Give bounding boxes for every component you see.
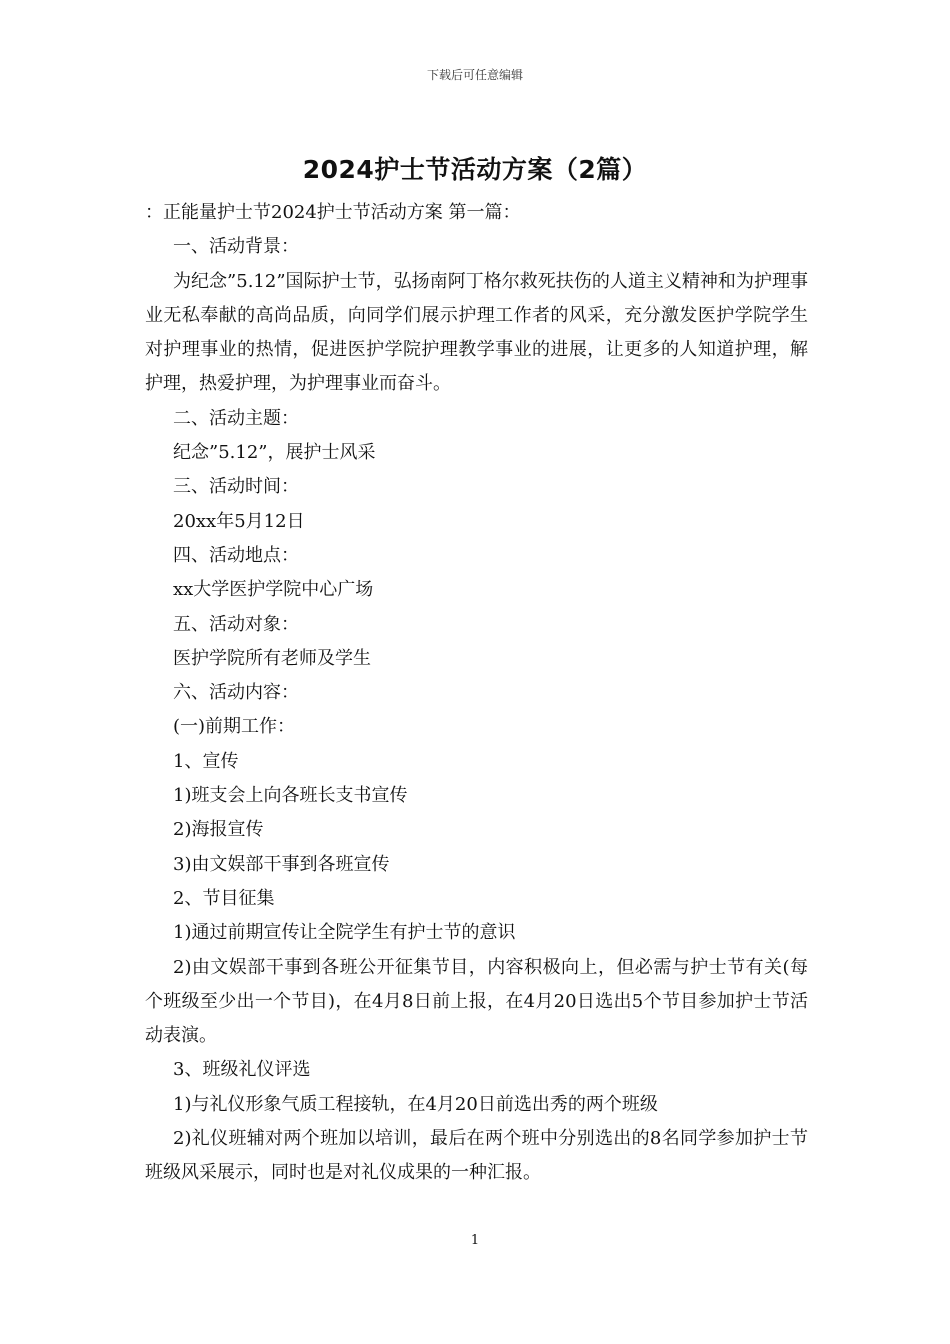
- list-item-publicity: 1、宣传: [173, 750, 239, 772]
- heading-audience: 五、活动对象：: [173, 613, 299, 635]
- list-item-etiquette-1: 1)与礼仪形象气质工程接轨，在4月20日前选出秀的两个班级: [173, 1093, 658, 1115]
- list-item-program-collection: 2、节目征集: [173, 887, 275, 909]
- paragraph-audience: 医护学院所有老师及学生: [173, 647, 371, 669]
- list-item-publicity-2: 2)海报宣传: [173, 819, 264, 841]
- heading-content: 六、活动内容：: [173, 682, 299, 704]
- heading-theme: 二、活动主题：: [173, 407, 299, 429]
- list-item-publicity-3: 3)由文娱部干事到各班宣传: [173, 853, 390, 875]
- list-item-program-2: 2)由文娱部干事到各班公开征集节目，内容积极向上，但必需与护士节有关(每个班级至少出一个节目)，在4月8日前上报，在4月20日选出5个节目参加护士节活动表演。: [145, 956, 808, 1047]
- list-item-publicity-1: 1)班支会上向各班长支书宣传: [173, 785, 408, 807]
- heading-location: 四、活动地点：: [173, 544, 299, 566]
- header-note: 下载后可任意编辑: [426, 68, 523, 82]
- document-body: [145, 196, 808, 1191]
- page-number: 1: [470, 1233, 480, 1248]
- list-item-etiquette-2: 2)礼仪班辅对两个班加以培训，最后在两个班中分别选出的8名同学参加护士节班级风采展示，同时也是对礼仪成果的一种汇报。: [145, 1128, 808, 1184]
- heading-time: 三、活动时间：: [173, 476, 299, 498]
- subheading-prework: (一)前期工作：: [173, 716, 296, 738]
- list-item-etiquette: 3、班级礼仪评选: [173, 1059, 311, 1081]
- document-title: 2024护士节活动方案（2篇）: [302, 155, 648, 184]
- heading-background: 一、活动背景：: [173, 236, 299, 258]
- paragraph-location: xx大学医护学院中心广场: [173, 579, 374, 601]
- paragraph-time: 20xx年5月12日: [173, 510, 305, 532]
- paragraph-theme: 纪念”5.12”，展护士风采: [173, 442, 376, 464]
- paragraph-intro: ：正能量护士节2024护士节活动方案 第一篇：: [145, 202, 521, 223]
- paragraph-background: 为纪念”5.12”国际护士节，弘扬南阿丁格尔救死扶伤的人道主义精神和为护理事业无私奉献的高尚品质，向同学们展示护理工作者的风采，充分激发医护学院学生对护理事业的热情，促进医护学院护理教学事业的进展，让更多的人知道护理，解护理，热爱护理，为护理事业而奋斗。: [145, 270, 808, 395]
- list-item-program-1: 1)通过前期宣传让全院学生有护士节的意识: [173, 922, 516, 944]
